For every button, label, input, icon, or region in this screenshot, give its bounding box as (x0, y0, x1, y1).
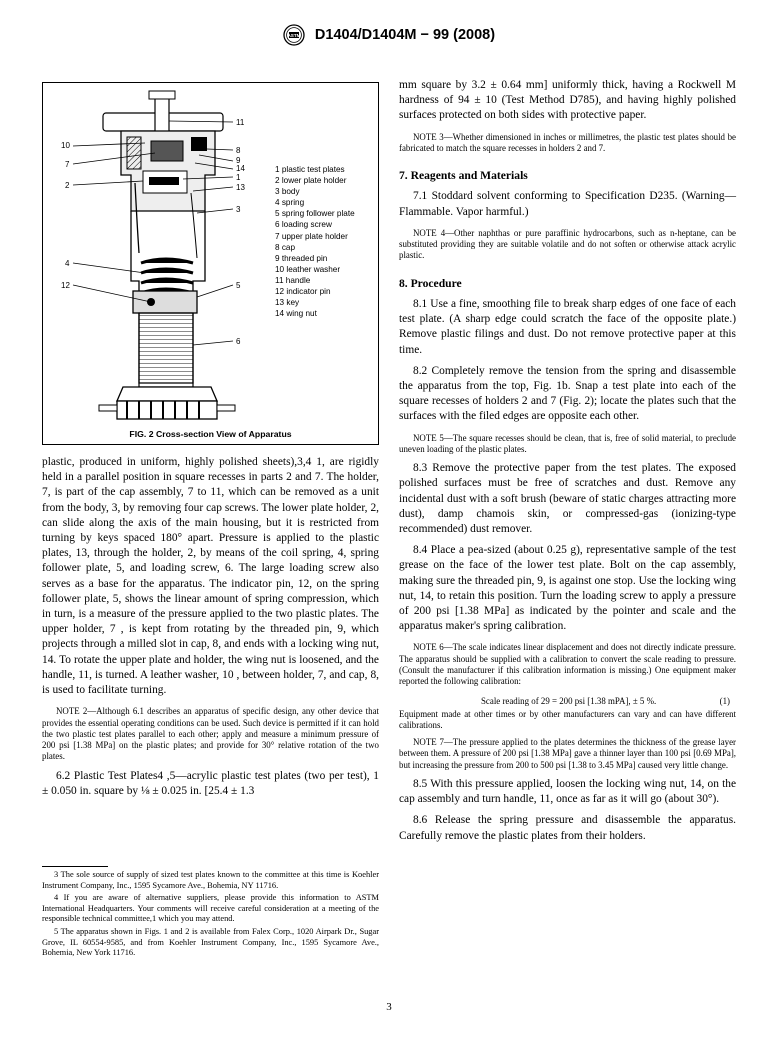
left-column (42, 455, 379, 799)
section-7-heading: 7. Reagents and Materials (399, 169, 528, 183)
footnote-3: 3 The sole source of supply of sized test plates known to the committee at this time is Koehler Instrument Company, Inc., 1595 Sycamore Ave., Bohemia, NY 11716. (42, 870, 379, 890)
paragraph-7-1: 7.1 Stoddard solvent conforming to Specification D235. (Warning—Flammable. Vapor harmful.) (399, 190, 736, 218)
paragraph-8-4: 8.4 Place a pea-sized (about 0.25 g), representative sample of the test grease on the face of the lower test plate. Bolt on the cap assembly, making sure the threaded pin, 9, is against one stop. Use the locking wing nut, 14, to retain this position. Turn the loading screw to apply a pressure of 200 psi [1.38 MPa] as indicated by the pointer and scale and the apparatus maker's spring calibration. (399, 544, 736, 633)
legend-item: 14 wing nut (275, 309, 317, 319)
legend-item: 9 threaded pin (275, 253, 328, 263)
note-2: NOTE 2—Although 6.1 describes an apparatus of specific design, any other device that provides the essential operating conditions can be used. Such device is permitted if it can hold the two plastic test plates parallel to each other; apply and measure a minimum pressure of 200 psi [1.38 MPa] on the plastic plates; and provide for 30° relative rotation of the two plates. (42, 706, 379, 762)
callout-12: 12 (61, 281, 70, 290)
legend-item: 7 upper plate holder (275, 231, 348, 241)
callout-13: 13 (236, 183, 245, 192)
page-header (0, 24, 778, 46)
figure-legend (275, 164, 355, 319)
callout-4: 4 (65, 259, 70, 268)
footnote-rule (42, 866, 108, 867)
legend-item: 11 handle (275, 275, 311, 285)
note-6: NOTE 6—The scale indicates linear displacement and does not directly indicate pressure. The apparatus should be supplied with a calibration to convert the scale reading to pressure. (Consult the manufacturer if this calibration information is missing.) One equipment maker reported the following calibration: (399, 642, 736, 687)
legend-item: 3 body (275, 187, 300, 197)
paragraph-6-2: 6.2 Plastic Test Plates4 ,5—acrylic plastic test plates (two per test), 1 ± 0.050 in. square by ⅛ ± 0.025 in. [25.4 ± 1.3 (42, 769, 379, 797)
equation-1 (399, 696, 736, 707)
callout-6: 6 (236, 337, 241, 346)
paragraph-8-6: 8.6 Release the spring pressure and disassemble the apparatus. Carefully remove the plastic plates from their holders. (399, 814, 736, 842)
figure-caption: FIG. 2 Cross-section View of Apparatus (129, 429, 292, 439)
callout-5: 5 (236, 281, 241, 290)
callout-3: 3 (236, 205, 241, 214)
paragraph-8-5: 8.5 With this pressure applied, loosen the locking wing nut, 14, on the cap assembly and turn handle, 11, once as far as it will go (about 30°). (399, 778, 736, 806)
legend-item: 5 spring follower plate (275, 209, 355, 219)
paragraph-6-2-continued: mm square by 3.2 ± 0.64 mm] uniformly thick, having a Rockwell M hardness of 94 ± 10 (Test Method D785), and having highly polished surfaces protected on both sides with protective paper. (399, 79, 736, 122)
paragraph-8-1: 8.1 Use a fine, smoothing file to break sharp edges of one face of each test plate. (A sharp edge could scratch the face of the opposite plate.) Remove plastic filings and dust. Do not remove protective paper at this time. (399, 297, 736, 356)
footnote-4: 4 If you are aware of alternative suppliers, please provide this information to ASTM International Headquarters. Your comments will receive careful consideration at a meeting of the responsible technical committee,1 which you may attend. (42, 893, 379, 924)
callout-9: 9 (236, 156, 241, 165)
paragraph-8-3: 8.3 Remove the protective paper from the test plates. The exposed polished surfaces must be free of scratches and dust. Remove any incidental dust with a soft brush (beware of static charges attracting more dust), damp chamois skin, or compressed-gas (ionizing-type recommended) dust remover. (399, 462, 736, 535)
paragraph-6-1-continued: plastic, produced in uniform, highly polished sheets),3,4 1, are rigidly held in a parallel position in square recesses in parts 2 and 7. The holder, 7, is part of the cap assembly, 7 to 11, which can be removed as a unit from the body, 3, by removing four cap screws. The lower plate holder, 2, can slide along the axis of the main housing, but it is restricted from turning by keys spaced 180° apart. Pressure is applied to the plastic plates, 13, through the holder, 2, by means of the coil spring, 4, spring follower plate, 5, and loading screw, 6. The large loading screw also serves as a base for the apparatus. The indicator pin, 12, on the spring follower plate, 5, shows the linear amount of spring compression, which in turn, is a measure of the pressure applied to the two plastic plates. The upper holder, 7 , is kept from rotating by the threaded pin, 9, which projects through a milled slot in cap, 8, and ends with a locking wing nut, 14. To rotate the upper plate and holder, the wing nut is loosened, and the handle, 11, is turned. A leather washer, 10 , between holder, 7, and cap, 8, is used to facilitate turning. (42, 456, 379, 697)
legend-item: 2 lower plate holder (275, 176, 347, 186)
legend-item: 13 key (275, 298, 300, 308)
section-8-heading: 8. Procedure (399, 276, 462, 290)
astm-logo-icon (283, 24, 305, 46)
equation-number: (1) (719, 695, 730, 706)
callout-2: 2 (65, 181, 70, 190)
note-5: NOTE 5—The square recesses should be clean, that is, free of solid material, to preclude uneven loading of the plastic plates. (399, 432, 736, 454)
legend-item: 8 cap (275, 242, 296, 252)
footnotes (42, 870, 379, 959)
legend-item: 6 loading screw (275, 220, 332, 230)
note-6-continued: Equipment made at other times or by other manufacturers can vary and can have different calibrations. (399, 708, 736, 730)
page-number: 3 (386, 1001, 392, 1013)
legend-item: 10 leather washer (275, 264, 341, 274)
callout-8: 8 (236, 146, 241, 155)
callout-10: 10 (61, 141, 70, 150)
legend-item: 12 indicator pin (275, 287, 331, 297)
equation-text: Scale reading of 29 = 200 psi [1.38 mPA], ± 5 %. (481, 695, 657, 706)
callout-1: 1 (236, 173, 241, 182)
note-7: NOTE 7—The pressure applied to the plates determines the thickness of the grease layer between them. A pressure of 200 psi [1.38 MPa] gave a thinner layer than 100 psi [0.69 MPa], but increasing the pressure from 200 to 500 psi [1.38 to 3.45 MPa] caused very little change. (399, 737, 736, 770)
callout-14: 14 (236, 164, 245, 173)
callout-11: 11 (236, 118, 245, 127)
note-4: NOTE 4—Other naphthas or pure paraffinic hydrocarbons, such as n-heptane, can be substituted providing they are suitable volatile and do not soften or otherwise attack acrylic plastic. (399, 227, 736, 261)
right-column (399, 78, 736, 844)
footnote-5: 5 The apparatus shown in Figs. 1 and 2 is available from Falex Corp., 1020 Airpark Dr., Sugar Grove, IL 60554-9585, and from Koehler Instrument Company, Inc., 1595 Sycamore Ave., Bohemia, New York 11716. (42, 926, 379, 958)
legend-item: 4 spring (275, 198, 305, 208)
callout-7: 7 (65, 160, 70, 169)
paragraph-8-2: 8.2 Completely remove the tension from the spring and disassemble the apparatus from the top, Fig. 1b. Snap a test plate into each of the square recesses of holders 2 and 7 (Fig. 2); locate the plates such that the surfaces with the filed edges are opposite each other. (399, 364, 736, 423)
svg-text:ASTM: ASTM (287, 33, 301, 38)
standard-designation: D1404/D1404M − 99 (2008) (314, 27, 496, 43)
legend-item: 1 plastic test plates (275, 165, 345, 174)
note-3: NOTE 3—Whether dimensioned in inches or millimetres, the plastic test plates should be fabricated to match the square recesses in holders 2 and 7. (399, 131, 736, 153)
